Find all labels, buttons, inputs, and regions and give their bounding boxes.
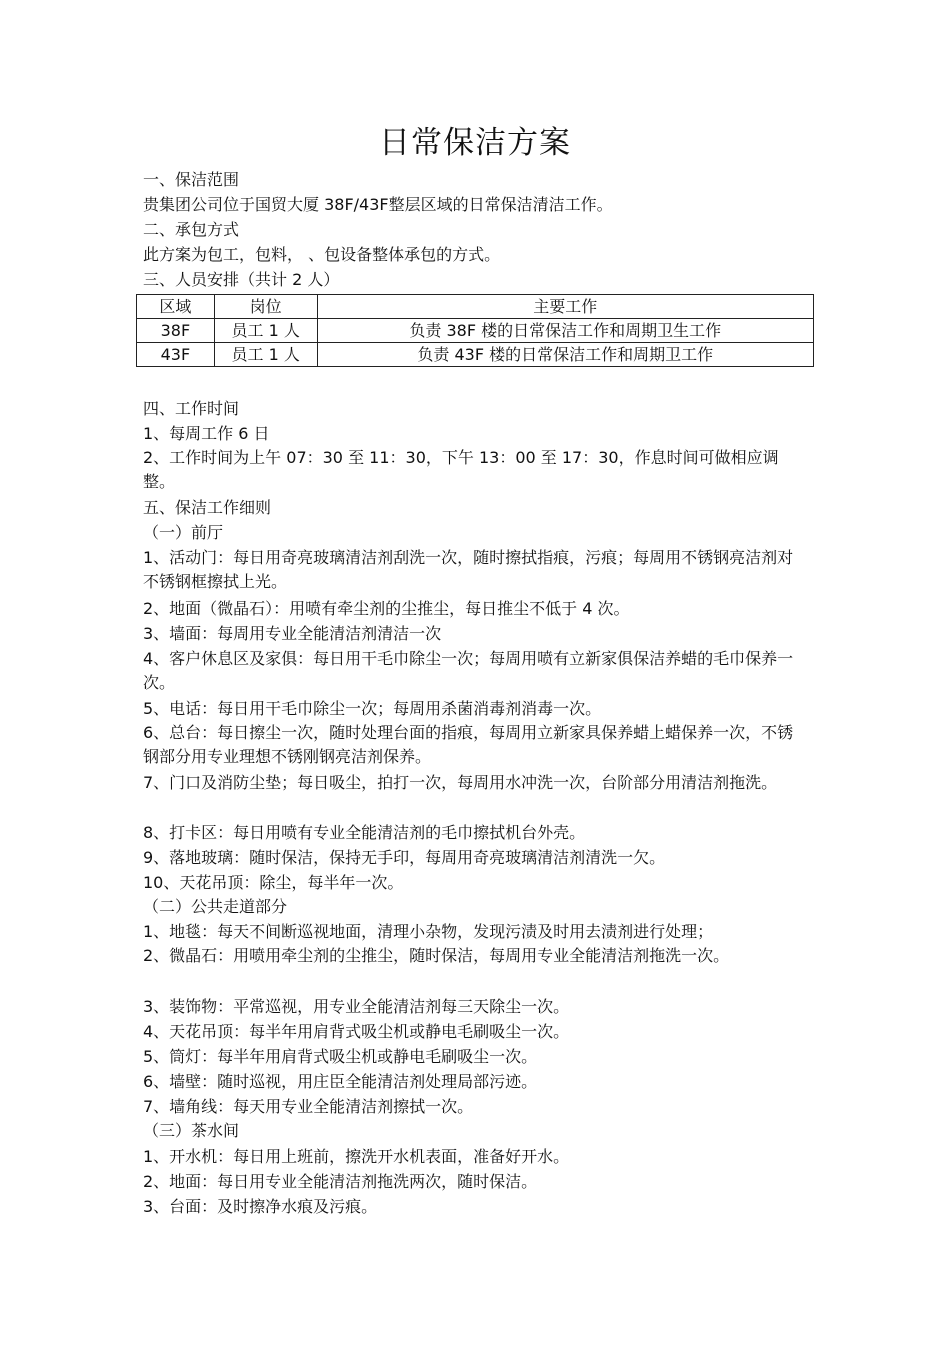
lobby-item: 1、活动门：每日用奇亮玻璃清洁剂刮洗一次，随时擦拭指痕，污痕；每周用不锈钢亮洁剂对不锈钢框擦拭上光。 <box>143 548 794 591</box>
table-cell: 员工 1 人 <box>214 343 317 367</box>
table-cell: 员工 1 人 <box>214 319 317 343</box>
staff-table <box>136 294 814 367</box>
lobby-item: 5、电话：每日用干毛巾除尘一次；每周用杀菌消毒剂消毒一次。 <box>143 699 602 718</box>
section-heading-scope: 一、保洁范围 <box>143 170 240 189</box>
lobby-item: 2、地面（微晶石）：用喷有牵尘剂的尘推尘，每日推尘不低于 4 次。 <box>143 599 630 618</box>
table-cell: 负责 38F 楼的日常保洁工作和周期卫生工作 <box>317 319 813 343</box>
corridor-item: 1、地毯：每天不间断巡视地面，清理小杂物，发现污渍及时用去渍剂进行处理； <box>143 922 714 941</box>
table-header-cell: 区域 <box>137 295 215 319</box>
table-header-row <box>137 295 814 319</box>
corridor-item: 4、天花吊顶：每半年用肩背式吸尘机或静电毛刷吸尘一次。 <box>143 1022 570 1041</box>
table-row <box>137 343 814 367</box>
page-title: 日常保洁方案 <box>379 125 571 161</box>
section-heading-rules: 五、保洁工作细则 <box>143 498 272 517</box>
scope-text: 贵集团公司位于国贸大厦 38F/43F整层区域的日常保洁清洁工作。 <box>143 195 613 214</box>
subsection-heading-lobby: （一）前厅 <box>143 523 224 542</box>
hours-item: 1、每周工作 6 日 <box>143 424 270 443</box>
corridor-item: 6、墙壁：随时巡视，用庄臣全能清洁剂处理局部污迹。 <box>143 1072 538 1091</box>
corridor-item: 2、微晶石：用喷用牵尘剂的尘推尘，随时保洁，每周用专业全能清洁剂拖洗一次。 <box>143 946 730 965</box>
contract-text: 此方案为包工，包料， 、包设备整体承包的方式。 <box>143 245 501 264</box>
subsection-heading-pantry: （三）茶水间 <box>143 1121 240 1140</box>
corridor-item: 3、装饰物：平常巡视，用专业全能清洁剂每三天除尘一次。 <box>143 997 570 1016</box>
corridor-item: 5、筒灯：每半年用肩背式吸尘机或静电毛刷吸尘一次。 <box>143 1047 538 1066</box>
pantry-item: 3、台面：及时擦净水痕及污痕。 <box>143 1197 378 1216</box>
section-heading-staff: 三、人员安排（共计 2 人） <box>143 270 340 289</box>
lobby-item: 9、落地玻璃：随时保洁，保持无手印，每周用奇亮玻璃清洁剂清洗一欠。 <box>143 848 666 867</box>
pantry-item: 2、地面：每日用专业全能清洁剂拖洗两次，随时保洁。 <box>143 1172 538 1191</box>
pantry-item: 1、开水机：每日用上班前，擦洗开水机表面，准备好开水。 <box>143 1147 570 1166</box>
lobby-item: 10、天花吊顶：除尘，每半年一次。 <box>143 873 404 892</box>
lobby-item: 3、墙面：每周用专业全能清洁剂清洁一次 <box>143 624 442 643</box>
table-cell: 43F <box>137 343 215 367</box>
lobby-item: 6、总台：每日擦尘一次，随时处理台面的指痕，每周用立新家具保养蜡上蜡保养一次，不锈钢部分用专业理想不锈刚钢亮洁剂保养。 <box>143 723 794 766</box>
lobby-item: 4、客户休息区及家俱：每日用干毛巾除尘一次；每周用喷有立新家俱保洁养蜡的毛巾保养一次。 <box>143 649 794 692</box>
table-cell: 38F <box>137 319 215 343</box>
corridor-item: 7、墙角线：每天用专业全能清洁剂擦拭一次。 <box>143 1097 474 1116</box>
hours-item: 2、工作时间为上午 07：30 至 11：30，下午 13：00 至 17：30，作息时间可做相应调整。 <box>143 448 779 491</box>
section-heading-hours: 四、工作时间 <box>143 399 240 418</box>
subsection-heading-corridor: （二）公共走道部分 <box>143 897 288 916</box>
table-header-cell: 主要工作 <box>317 295 813 319</box>
table-header-cell: 岗位 <box>214 295 317 319</box>
section-heading-contract: 二、承包方式 <box>143 220 240 239</box>
lobby-item: 8、打卡区：每日用喷有专业全能清洁剂的毛巾擦拭机台外壳。 <box>143 823 586 842</box>
table-cell: 负责 43F 楼的日常保洁工作和周期卫工作 <box>317 343 813 367</box>
lobby-item: 7、门口及消防尘垫；每日吸尘，拍打一次，每周用水冲洗一次，台阶部分用清洁剂拖洗。 <box>143 773 778 792</box>
table-row <box>137 319 814 343</box>
